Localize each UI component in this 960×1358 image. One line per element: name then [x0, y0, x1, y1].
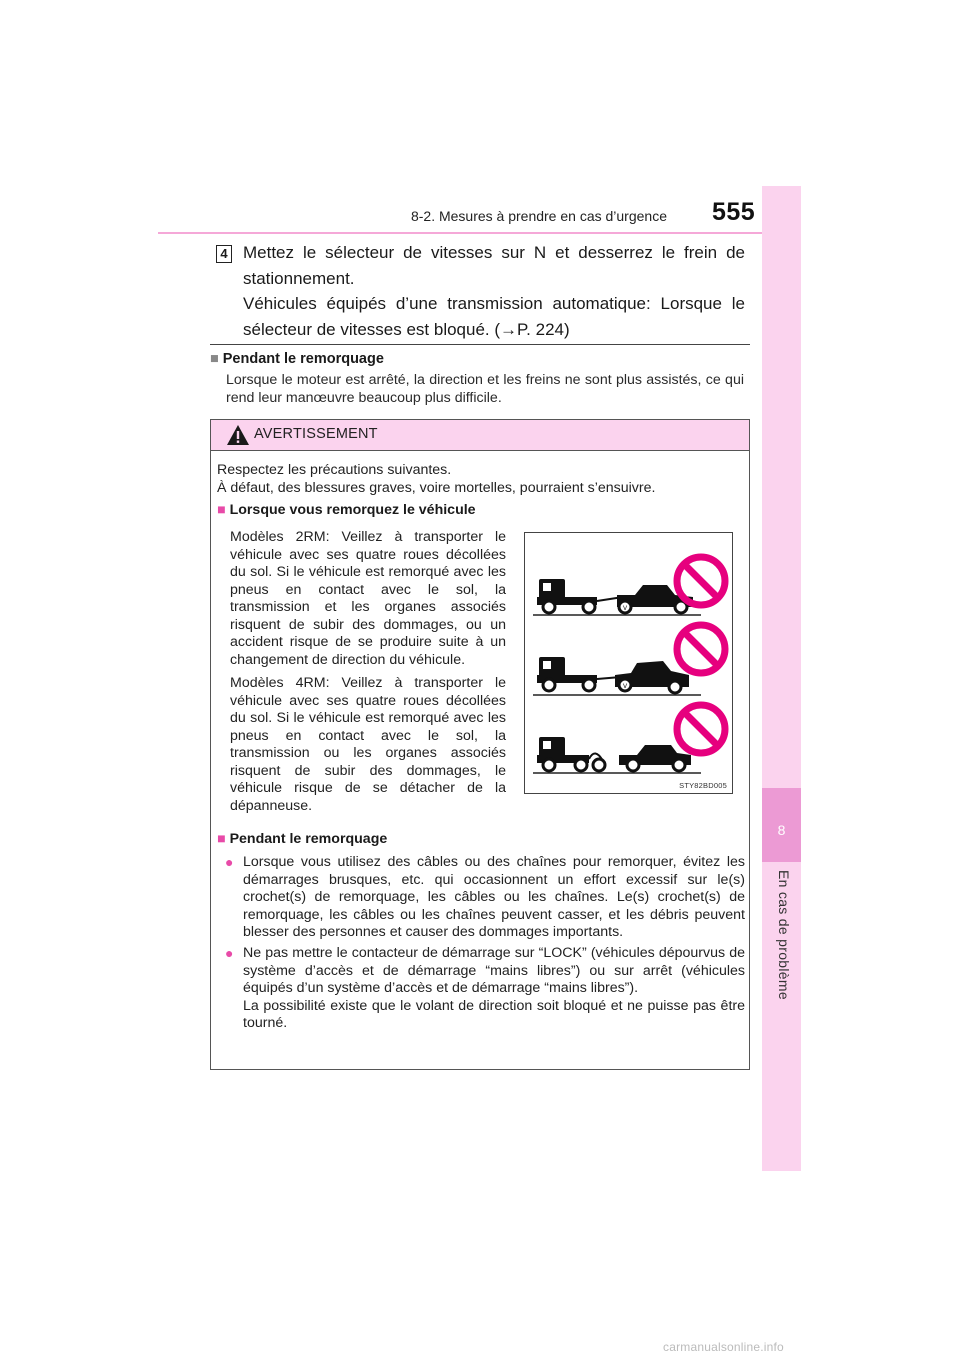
towing-scene-1	[533, 557, 725, 615]
warning-item-cables	[225, 854, 745, 942]
warning-intro-line-2: À défaut, des blessures graves, voire mortelles, pourraient s’ensuivre.	[217, 479, 656, 496]
warning-item-text	[243, 945, 745, 1033]
square-bullet-icon: ■	[210, 351, 219, 367]
chapter-label: En cas de problème	[776, 870, 792, 1000]
warning-title: AVERTISSEMENT	[254, 426, 378, 442]
running-header: 8-2. Mesures à prendre en cas d’urgence	[410, 208, 667, 224]
section-divider	[210, 344, 750, 345]
circle-bullet-icon: ●	[225, 854, 234, 870]
step-number-badge: 4	[216, 245, 232, 263]
warning-item-ignition	[225, 945, 745, 1033]
watermark: carmanualsonline.info	[663, 1340, 784, 1354]
warning-subheading-during-towing	[217, 831, 387, 847]
section-heading	[210, 351, 384, 367]
header-rule	[158, 232, 800, 234]
page-number: 555	[712, 198, 756, 226]
chapter-number-tab: 8	[762, 788, 801, 862]
towing-scene-3	[533, 705, 725, 773]
square-bullet-icon: ■	[217, 831, 226, 847]
chapter-side-tab	[762, 186, 801, 1171]
warning-subheading-text: Lorsque vous remorquez le véhicule	[229, 502, 476, 518]
towing-prohibited-figure	[524, 532, 733, 794]
warning-item-line-1: Ne pas mettre le contacteur de démarrage sur “LOCK” (véhicules dépourvus de système d’accès et de démarrage “mains libres”) ou sur arrêt (véhicules équipés d’un système d’accès et de démarrage “mains libres”).	[243, 945, 745, 996]
warning-item-line-2: La possibilité existe que le volant de direction soit bloqué et ne puisse pas être tourné.	[243, 997, 745, 1031]
figure-code: STY82BD005	[679, 781, 727, 790]
step-line-1: Mettez le sélecteur de vitesses sur N et desserrez le frein de stationnement.	[243, 243, 745, 288]
paragraph-4wd-models: Modèles 4RM: Veillez à transporter le véhicule avec ses quatre roues décollées du sol. Si le véhicule est remorqué avec les pneus en contact avec le sol, la transmission ou les organes associés risquent de subir des dommages, le véhicule risque de se détacher de la dépanneuse.	[230, 675, 506, 814]
square-bullet-icon: ■	[217, 502, 226, 518]
warning-header	[211, 420, 749, 451]
section-body: Lorsque le moteur est arrêté, la direction et les freins ne sont plus assistés, ce qui rend leur manœuvre beaucoup plus difficile.	[226, 372, 744, 406]
warning-item-text: Lorsque vous utilisez des câbles ou des chaînes pour remorquer, évitez les démarrages brusques, etc. qui occasionnent un effort excessif sur le(s) crochet(s) de remorquage, les câbles ou les chaînes. Le(s) crochet(s) de remorquage, les câbles ou les chaînes peuvent casser, et les débris peuvent blesser des personnes et causer des dommages importants.	[243, 854, 745, 940]
warning-subheading-towing	[217, 502, 476, 518]
svg-text:V: V	[622, 683, 628, 690]
towing-scene-2	[533, 625, 725, 695]
circle-bullet-icon: ●	[225, 945, 234, 961]
warning-intro	[217, 462, 745, 497]
towing-illustration	[525, 533, 734, 795]
step-instruction	[243, 240, 745, 342]
paragraph-2wd-models: Modèles 2RM: Veillez à transporter le véhicule avec ses quatre roues décollées du sol. Si le véhicule est remorqué avec les pneus en contact avec le sol, la transmission et les organes associés risquent de subir des dommages, ou un accident risque de se produire suite à un changement de direction du véhicule.	[230, 529, 506, 668]
warning-box	[210, 419, 750, 1070]
section-heading-text: Pendant le remorquage	[222, 351, 384, 367]
step-line-2: Véhicules équipés d’une transmission automatique: Lorsque le sélecteur de vitesses est bloqué. (→P. 224)	[243, 294, 745, 339]
warning-subheading-text: Pendant le remorquage	[229, 831, 388, 847]
warning-triangle-icon	[226, 424, 250, 446]
warning-intro-line-1: Respectez les précautions suivantes.	[217, 462, 452, 478]
svg-text:V: V	[622, 605, 628, 612]
